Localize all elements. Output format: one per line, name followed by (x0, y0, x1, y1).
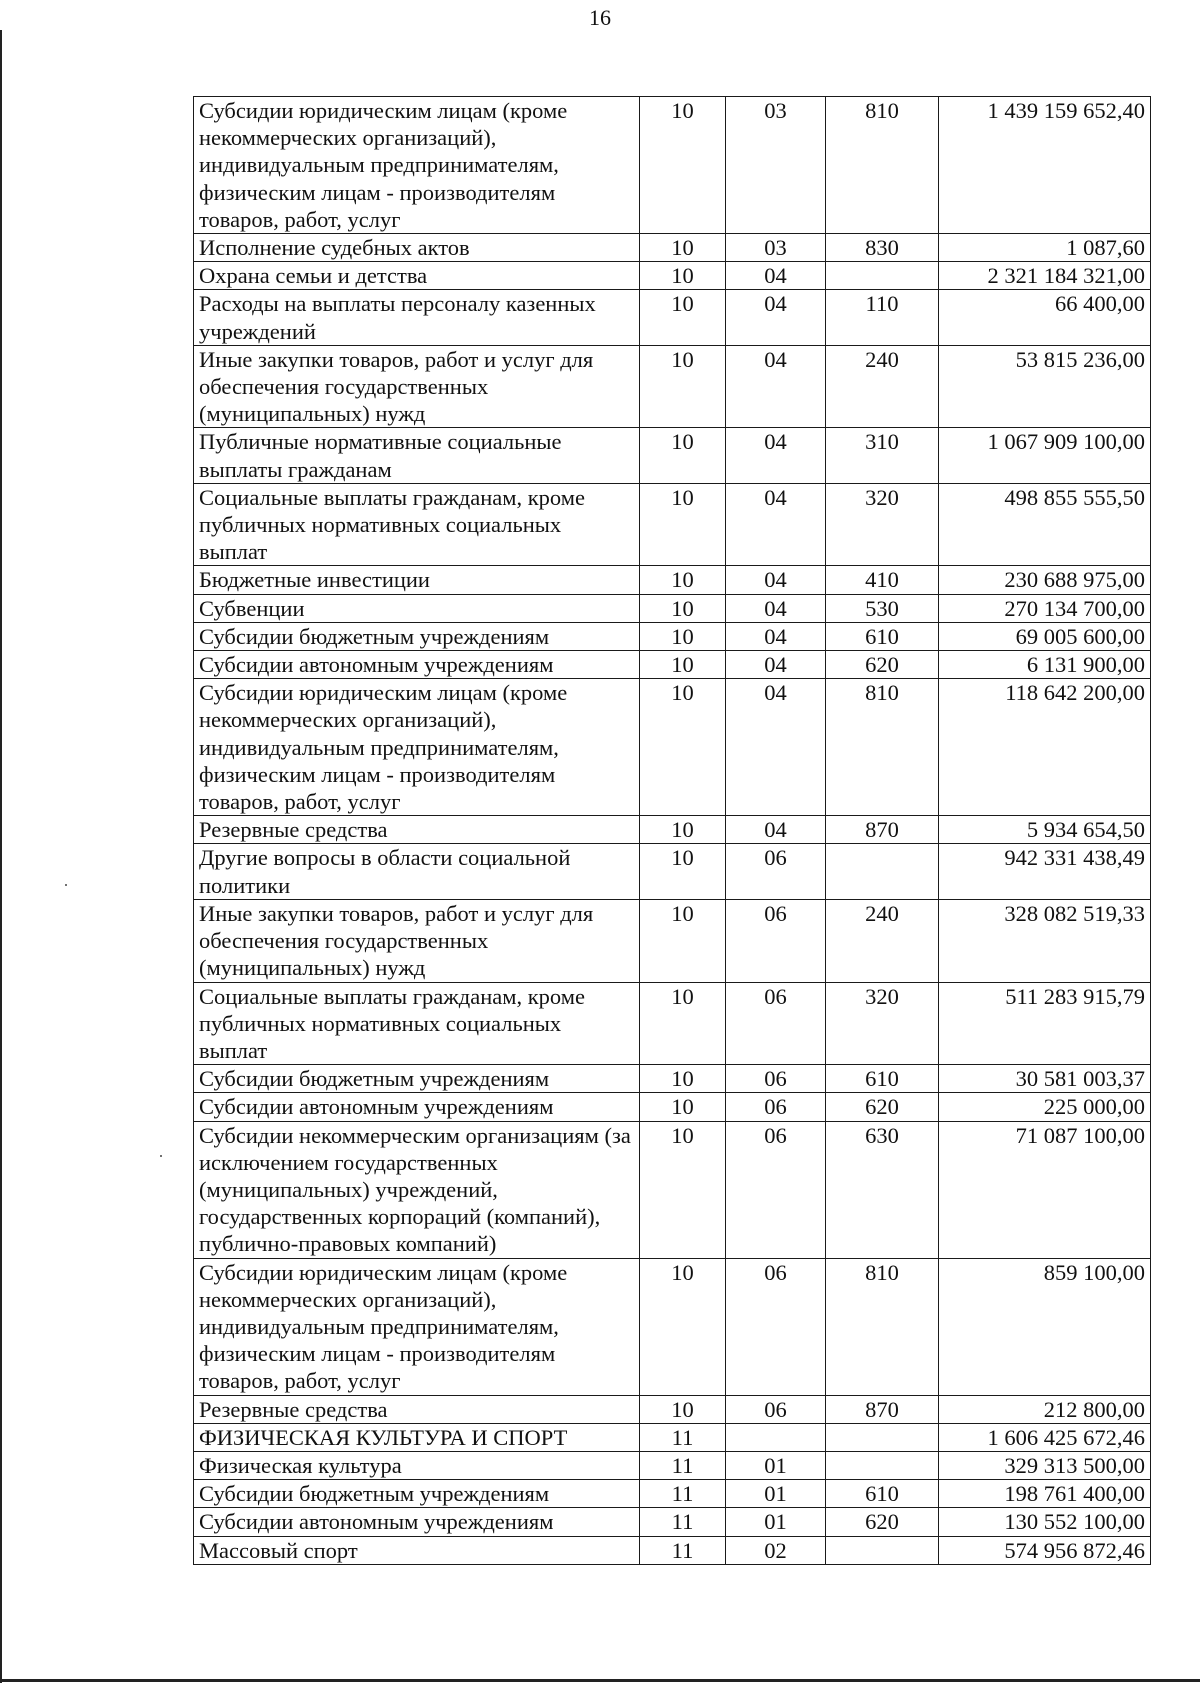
table-row (194, 622, 1151, 650)
row-subsection-cell: 04 (726, 594, 826, 622)
row-amount-cell: 198 761 400,00 (939, 1480, 1151, 1508)
row-name-cell: Субсидии автономным учреждениям (194, 1093, 640, 1121)
row-name-cell: Иные закупки товаров, работ и услуг для обеспечения государственных (муниципальных) нужд (194, 345, 640, 428)
row-amount-cell: 225 000,00 (939, 1093, 1151, 1121)
row-expense-type-cell: 870 (826, 1395, 939, 1423)
table-row (194, 566, 1151, 594)
row-subsection-cell: 04 (726, 566, 826, 594)
row-name-cell: Социальные выплаты гражданам, кроме публичных нормативных социальных выплат (194, 982, 640, 1065)
row-amount-cell: 270 134 700,00 (939, 594, 1151, 622)
row-subsection-cell: 04 (726, 290, 826, 345)
row-name-cell: Субсидии автономным учреждениям (194, 1508, 640, 1536)
row-amount-cell: 118 642 200,00 (939, 679, 1151, 816)
row-amount-cell: 66 400,00 (939, 290, 1151, 345)
row-expense-type-cell: 530 (826, 594, 939, 622)
scan-border-left (0, 30, 2, 1683)
row-expense-type-cell (826, 262, 939, 290)
row-section-cell: 10 (640, 1065, 726, 1093)
row-expense-type-cell (826, 844, 939, 899)
row-section-cell: 10 (640, 1121, 726, 1258)
table-row (194, 262, 1151, 290)
row-subsection-cell: 06 (726, 1395, 826, 1423)
row-name-cell: Расходы на выплаты персоналу казенных учреждений (194, 290, 640, 345)
row-amount-cell: 942 331 438,49 (939, 844, 1151, 899)
row-name-cell: Субсидии бюджетным учреждениям (194, 1480, 640, 1508)
row-section-cell: 10 (640, 345, 726, 428)
row-amount-cell: 1 067 909 100,00 (939, 428, 1151, 483)
page-number: 16 (589, 5, 611, 30)
table-row (194, 844, 1151, 899)
row-section-cell: 11 (640, 1423, 726, 1451)
row-expense-type-cell: 810 (826, 679, 939, 816)
row-subsection-cell: 01 (726, 1508, 826, 1536)
row-name-cell: Резервные средства (194, 816, 640, 844)
row-amount-cell: 511 283 915,79 (939, 982, 1151, 1065)
row-section-cell: 10 (640, 622, 726, 650)
row-section-cell: 10 (640, 651, 726, 679)
row-section-cell: 10 (640, 679, 726, 816)
row-subsection-cell: 06 (726, 899, 826, 982)
table-row (194, 1258, 1151, 1395)
table-row (194, 97, 1151, 234)
row-subsection-cell: 06 (726, 844, 826, 899)
row-subsection-cell: 04 (726, 345, 826, 428)
row-section-cell: 10 (640, 594, 726, 622)
row-section-cell: 10 (640, 899, 726, 982)
row-expense-type-cell: 410 (826, 566, 939, 594)
row-name-cell: Массовый спорт (194, 1536, 640, 1564)
row-amount-cell: 6 131 900,00 (939, 651, 1151, 679)
row-amount-cell: 1 606 425 672,46 (939, 1423, 1151, 1451)
row-expense-type-cell: 610 (826, 622, 939, 650)
budget-expenditure-table (193, 96, 1151, 1565)
row-name-cell: Субсидии юридическим лицам (кроме некоммерческих организаций), индивидуальным предпринимателям, физическим лицам - производителям товаров, работ, услуг (194, 97, 640, 234)
table-row (194, 345, 1151, 428)
row-expense-type-cell: 620 (826, 1093, 939, 1121)
table-row (194, 1508, 1151, 1536)
row-subsection-cell: 04 (726, 483, 826, 566)
scan-speck (160, 1155, 162, 1157)
table-row (194, 816, 1151, 844)
row-expense-type-cell: 810 (826, 97, 939, 234)
row-subsection-cell (726, 1423, 826, 1451)
row-name-cell: Публичные нормативные социальные выплаты гражданам (194, 428, 640, 483)
table-row (194, 1451, 1151, 1479)
row-name-cell: Субсидии бюджетным учреждениям (194, 1065, 640, 1093)
row-expense-type-cell: 310 (826, 428, 939, 483)
row-name-cell: Другие вопросы в области социальной политики (194, 844, 640, 899)
row-section-cell: 10 (640, 1258, 726, 1395)
row-name-cell: Исполнение судебных актов (194, 234, 640, 262)
row-name-cell: Субсидии юридическим лицам (кроме некоммерческих организаций), индивидуальным предпринимателям, физическим лицам - производителям товаров, работ, услуг (194, 1258, 640, 1395)
row-section-cell: 10 (640, 844, 726, 899)
table-row (194, 1093, 1151, 1121)
row-subsection-cell: 04 (726, 679, 826, 816)
row-expense-type-cell (826, 1423, 939, 1451)
row-amount-cell: 329 313 500,00 (939, 1451, 1151, 1479)
scan-speck (65, 884, 67, 886)
row-section-cell: 10 (640, 816, 726, 844)
scan-border-bottom (0, 1679, 1200, 1682)
row-subsection-cell: 06 (726, 1258, 826, 1395)
row-name-cell: Социальные выплаты гражданам, кроме публичных нормативных социальных выплат (194, 483, 640, 566)
row-name-cell: ФИЗИЧЕСКАЯ КУЛЬТУРА И СПОРТ (194, 1423, 640, 1451)
row-section-cell: 11 (640, 1536, 726, 1564)
row-expense-type-cell (826, 1451, 939, 1479)
row-subsection-cell: 04 (726, 622, 826, 650)
row-name-cell: Субсидии бюджетным учреждениям (194, 622, 640, 650)
table-row (194, 1065, 1151, 1093)
row-name-cell: Охрана семьи и детства (194, 262, 640, 290)
row-section-cell: 11 (640, 1480, 726, 1508)
row-name-cell: Резервные средства (194, 1395, 640, 1423)
row-name-cell: Субвенции (194, 594, 640, 622)
table-row (194, 1121, 1151, 1258)
row-amount-cell: 859 100,00 (939, 1258, 1151, 1395)
row-expense-type-cell: 830 (826, 234, 939, 262)
row-amount-cell: 212 800,00 (939, 1395, 1151, 1423)
row-amount-cell: 1 439 159 652,40 (939, 97, 1151, 234)
row-subsection-cell: 04 (726, 816, 826, 844)
row-section-cell: 10 (640, 234, 726, 262)
row-section-cell: 10 (640, 290, 726, 345)
row-subsection-cell: 06 (726, 1121, 826, 1258)
row-amount-cell: 69 005 600,00 (939, 622, 1151, 650)
row-amount-cell: 53 815 236,00 (939, 345, 1151, 428)
row-subsection-cell: 03 (726, 97, 826, 234)
table-row (194, 1423, 1151, 1451)
row-amount-cell: 498 855 555,50 (939, 483, 1151, 566)
row-expense-type-cell: 610 (826, 1480, 939, 1508)
row-expense-type-cell: 110 (826, 290, 939, 345)
table-body (194, 97, 1151, 1565)
row-subsection-cell: 04 (726, 428, 826, 483)
row-expense-type-cell: 810 (826, 1258, 939, 1395)
table-row (194, 982, 1151, 1065)
row-name-cell: Физическая культура (194, 1451, 640, 1479)
row-amount-cell: 574 956 872,46 (939, 1536, 1151, 1564)
row-name-cell: Субсидии юридическим лицам (кроме некоммерческих организаций), индивидуальным предпринимателям, физическим лицам - производителям товаров, работ, услуг (194, 679, 640, 816)
table-row (194, 428, 1151, 483)
row-amount-cell: 30 581 003,37 (939, 1065, 1151, 1093)
table-row (194, 651, 1151, 679)
row-section-cell: 10 (640, 1093, 726, 1121)
row-expense-type-cell: 870 (826, 816, 939, 844)
row-section-cell: 11 (640, 1508, 726, 1536)
row-subsection-cell: 06 (726, 1065, 826, 1093)
row-expense-type-cell: 620 (826, 651, 939, 679)
row-name-cell: Иные закупки товаров, работ и услуг для обеспечения государственных (муниципальных) нужд (194, 899, 640, 982)
row-expense-type-cell: 240 (826, 899, 939, 982)
table-row (194, 290, 1151, 345)
row-section-cell: 10 (640, 428, 726, 483)
row-expense-type-cell (826, 1536, 939, 1564)
row-expense-type-cell: 620 (826, 1508, 939, 1536)
table-row (194, 1536, 1151, 1564)
row-amount-cell: 71 087 100,00 (939, 1121, 1151, 1258)
row-subsection-cell: 04 (726, 651, 826, 679)
row-amount-cell: 130 552 100,00 (939, 1508, 1151, 1536)
row-name-cell: Субсидии автономным учреждениям (194, 651, 640, 679)
table-row (194, 679, 1151, 816)
table-row (194, 594, 1151, 622)
row-amount-cell: 2 321 184 321,00 (939, 262, 1151, 290)
table-row (194, 1480, 1151, 1508)
table-row (194, 1395, 1151, 1423)
row-subsection-cell: 04 (726, 262, 826, 290)
row-section-cell: 10 (640, 97, 726, 234)
row-expense-type-cell: 630 (826, 1121, 939, 1258)
row-section-cell: 11 (640, 1451, 726, 1479)
table-row (194, 899, 1151, 982)
table-row (194, 483, 1151, 566)
row-expense-type-cell: 320 (826, 982, 939, 1065)
row-amount-cell: 328 082 519,33 (939, 899, 1151, 982)
row-subsection-cell: 06 (726, 1093, 826, 1121)
row-section-cell: 10 (640, 566, 726, 594)
row-subsection-cell: 06 (726, 982, 826, 1065)
row-name-cell: Бюджетные инвестиции (194, 566, 640, 594)
row-amount-cell: 5 934 654,50 (939, 816, 1151, 844)
row-amount-cell: 1 087,60 (939, 234, 1151, 262)
table-row (194, 234, 1151, 262)
row-subsection-cell: 02 (726, 1536, 826, 1564)
row-subsection-cell: 01 (726, 1480, 826, 1508)
row-expense-type-cell: 610 (826, 1065, 939, 1093)
row-name-cell: Субсидии некоммерческим организациям (за исключением государственных (муниципальных) учреждений, государственных корпораций (компаний), публично-правовых компаний) (194, 1121, 640, 1258)
row-section-cell: 10 (640, 262, 726, 290)
row-amount-cell: 230 688 975,00 (939, 566, 1151, 594)
row-section-cell: 10 (640, 982, 726, 1065)
row-section-cell: 10 (640, 483, 726, 566)
row-expense-type-cell: 240 (826, 345, 939, 428)
row-subsection-cell: 03 (726, 234, 826, 262)
row-expense-type-cell: 320 (826, 483, 939, 566)
row-subsection-cell: 01 (726, 1451, 826, 1479)
row-section-cell: 10 (640, 1395, 726, 1423)
